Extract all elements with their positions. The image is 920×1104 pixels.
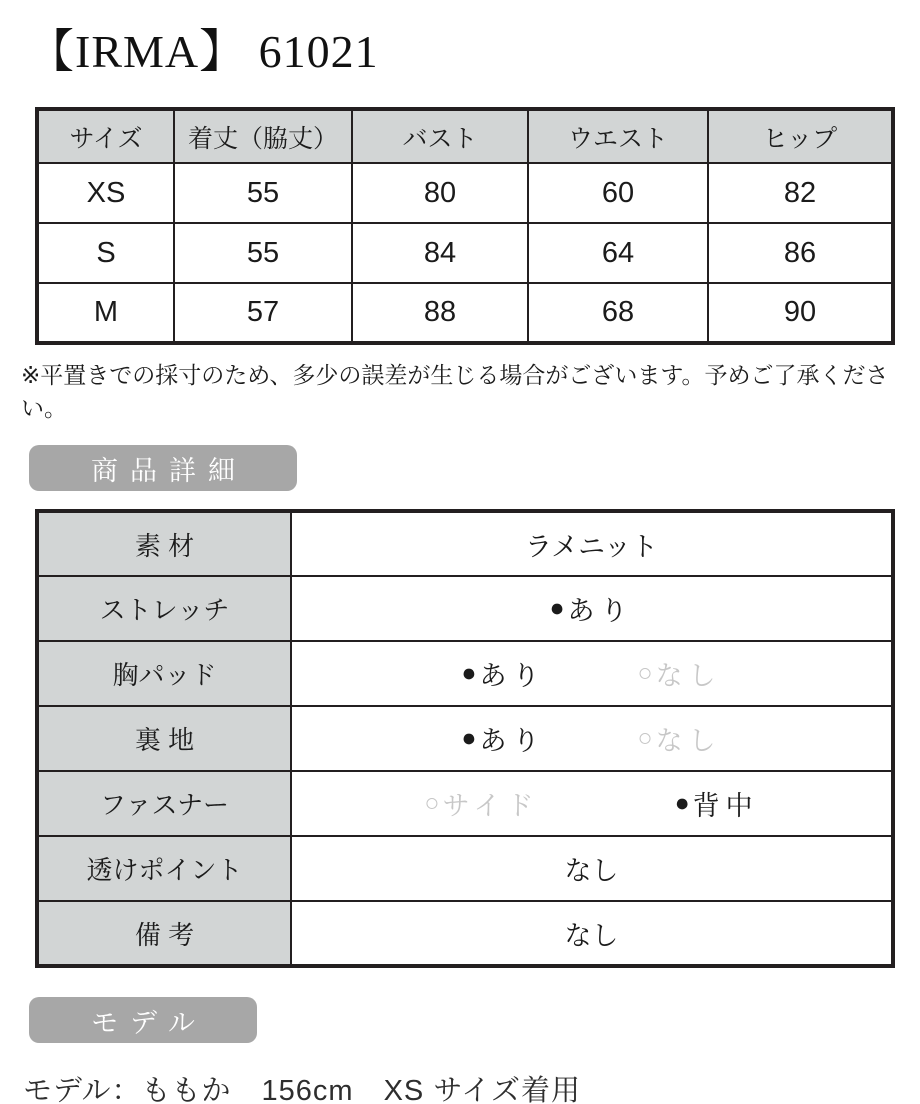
detail-label: 素 材	[37, 511, 291, 576]
detail-row-fastener	[37, 771, 893, 836]
bust-value: 84	[352, 223, 528, 283]
detail-row-lining	[37, 706, 893, 771]
size-chart-header-row	[37, 109, 893, 163]
option-label: あり	[567, 596, 634, 627]
detail-value: ラメニット	[291, 511, 893, 576]
option-group	[292, 589, 891, 628]
measurement-disclaimer: ※平置きでの採寸のため、多少の誤差が生じる場合がございます。予めご了承ください。	[21, 362, 889, 422]
section-heading-model	[29, 997, 257, 1043]
detail-row-sheer-point	[37, 836, 893, 901]
table-row-m	[37, 283, 893, 343]
option-group	[292, 654, 891, 693]
size-label: S	[37, 223, 174, 283]
option-label: サイド	[442, 791, 540, 822]
detail-value: なし	[291, 836, 893, 901]
length-value: 57	[174, 283, 352, 343]
option-ari-selected	[461, 719, 545, 758]
hip-value: 86	[708, 223, 893, 283]
option-label: なし	[655, 726, 722, 757]
column-header-hip: ヒップ	[708, 109, 893, 163]
model-info: モデル：ももか 156cm XS サイズ着用	[23, 1075, 582, 1104]
option-group	[292, 784, 891, 823]
size-label: M	[37, 283, 174, 343]
section-heading-product-details	[29, 445, 297, 491]
size-chart-table	[35, 107, 895, 345]
detail-label: 透けポイント	[37, 836, 291, 901]
length-value: 55	[174, 163, 352, 223]
hip-value: 82	[708, 163, 893, 223]
detail-label: 胸パッド	[37, 641, 291, 706]
table-row-s	[37, 223, 893, 283]
option-label: あり	[479, 726, 546, 757]
detail-row-remarks	[37, 901, 893, 966]
option-label: あり	[479, 661, 546, 692]
length-value: 55	[174, 223, 352, 283]
option-label: なし	[655, 661, 722, 692]
detail-row-stretch	[37, 576, 893, 641]
waist-value: 60	[528, 163, 708, 223]
option-side-unselected	[424, 784, 539, 823]
empty-circle-icon: ○	[424, 789, 440, 818]
filled-circle-icon: ●	[461, 659, 477, 688]
empty-circle-icon: ○	[637, 724, 653, 753]
filled-circle-icon: ●	[549, 594, 565, 623]
section-heading-label: モデル	[91, 1007, 207, 1038]
column-header-size: サイズ	[37, 109, 174, 163]
option-back-selected	[675, 784, 759, 823]
column-header-bust: バスト	[352, 109, 528, 163]
bust-value: 88	[352, 283, 528, 343]
bust-value: 80	[352, 163, 528, 223]
waist-value: 68	[528, 283, 708, 343]
filled-circle-icon: ●	[674, 789, 690, 818]
option-ari-selected	[461, 654, 545, 693]
size-label: XS	[37, 163, 174, 223]
column-header-length: 着丈（脇丈）	[174, 109, 352, 163]
product-details-table	[35, 509, 895, 968]
detail-value: なし	[291, 901, 893, 966]
detail-label: 裏 地	[37, 706, 291, 771]
hip-value: 90	[708, 283, 893, 343]
filled-circle-icon: ●	[461, 724, 477, 753]
option-group	[292, 719, 891, 758]
option-nashi-unselected	[638, 719, 722, 758]
option-nashi-unselected	[638, 654, 722, 693]
product-spec-page	[0, 24, 920, 1104]
empty-circle-icon: ○	[637, 659, 653, 688]
detail-row-material	[37, 511, 893, 576]
option-label: 背中	[692, 791, 759, 822]
detail-label: ファスナー	[37, 771, 291, 836]
detail-label: 備 考	[37, 901, 291, 966]
option-ari-selected	[549, 589, 633, 628]
table-row-xs	[37, 163, 893, 223]
detail-label: ストレッチ	[37, 576, 291, 641]
page-title: 【IRMA】 61021	[28, 26, 379, 77]
section-heading-label: 商品詳細	[91, 455, 247, 486]
column-header-waist: ウエスト	[528, 109, 708, 163]
waist-value: 64	[528, 223, 708, 283]
detail-row-chest-pad	[37, 641, 893, 706]
